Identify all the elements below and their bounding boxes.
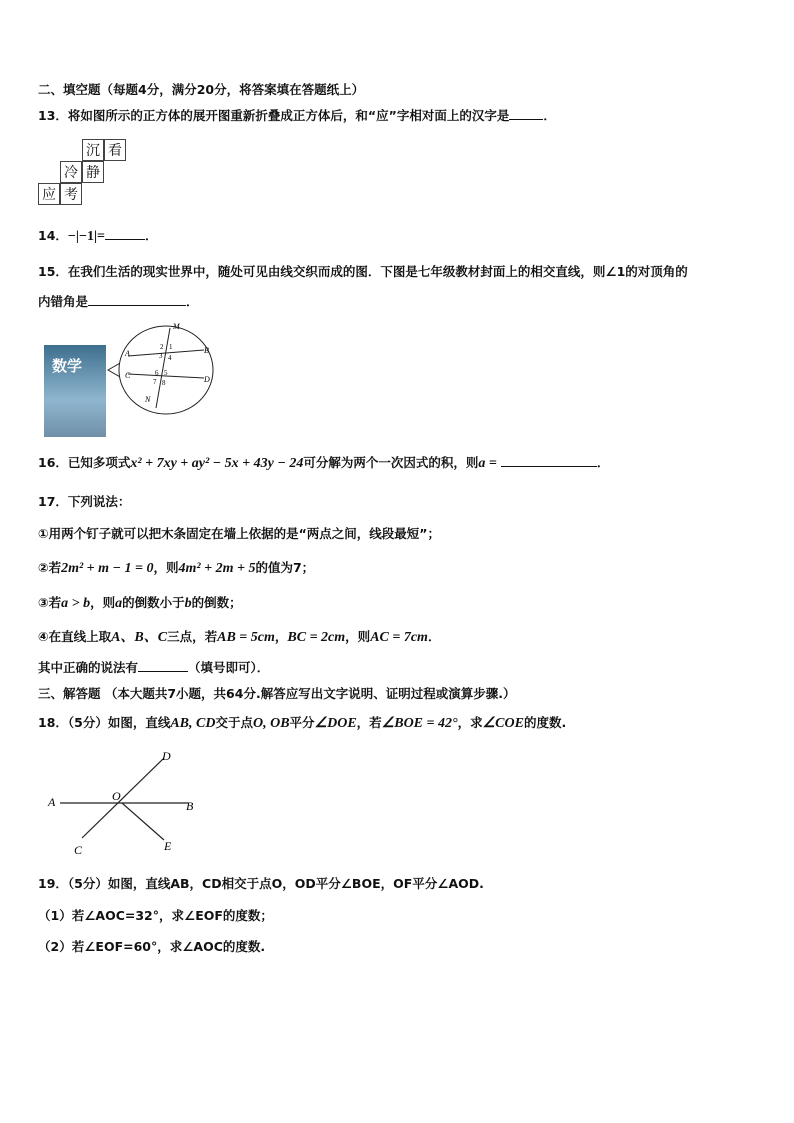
- answer-blank: [509, 108, 543, 120]
- section-3-title: 三、解答题 （本大题共7小题，共64分.解答应写出文字说明、证明过程或演算步骤.）: [38, 686, 516, 701]
- answer-blank: [105, 228, 145, 240]
- statement-3: ③若a > b，则a的倒数小于b的倒数；: [38, 595, 242, 611]
- section-2-title: 二、填空题（每题4分，满分20分，将答案填在答题纸上）: [38, 82, 365, 97]
- question-19-part-1: （1）若∠AOC=32°，求∠EOF的度数；: [38, 908, 273, 923]
- question-15-line1: 15．在我们生活的现实世界中，随处可见由线交织而成的图．下图是七年级教材封面上的相交直线，则∠1的对顶角的: [38, 264, 688, 279]
- svg-text:3: 3: [159, 352, 163, 360]
- svg-text:1: 1: [169, 343, 173, 351]
- question-17-title: 17．下列说法：: [38, 494, 131, 509]
- textbook-cover-image: 数学: [44, 345, 106, 437]
- net-cell: 应: [38, 183, 60, 205]
- label-M: M: [173, 322, 180, 331]
- q18-angle-figure: [40, 746, 210, 858]
- net-cell: 考: [60, 183, 82, 205]
- svg-text:5: 5: [164, 369, 168, 377]
- svg-text:8: 8: [162, 379, 166, 387]
- label-E: E: [164, 839, 172, 853]
- answer-blank: [88, 294, 186, 306]
- svg-text:6: 6: [155, 369, 159, 377]
- question-17-answer: 其中正确的说法有 （填号即可）．: [38, 660, 270, 675]
- label-D: D: [162, 749, 171, 763]
- question-18: 18．（5分）如图，直线AB, CD交于点O, OB平分∠DOE，若∠BOE = 42°，求∠COE的度数.: [38, 715, 567, 731]
- label-A: A: [125, 349, 130, 358]
- intersecting-lines-figure: [100, 318, 220, 422]
- label-A: A: [48, 795, 56, 809]
- label-B: B: [204, 346, 209, 355]
- net-cell: 冷: [60, 161, 82, 183]
- label-N: N: [145, 395, 151, 404]
- net-cell: 看: [104, 139, 126, 161]
- net-cell: 静: [82, 161, 104, 183]
- label-B: B: [186, 799, 194, 813]
- label-C: C: [74, 843, 83, 857]
- svg-text:2: 2: [160, 343, 164, 351]
- answer-blank: [501, 455, 597, 467]
- statement-4: ④在直线上取A、B、C三点，若AB = 5cm，BC = 2cm，则AC = 7cm．: [38, 629, 441, 645]
- net-cell: 沉: [82, 139, 104, 161]
- answer-blank: [138, 660, 188, 672]
- question-16: 16．已知多项式x² + 7xy + ay² − 5x + 43y − 24可分解为两个一次因式的积，则a = ．: [38, 455, 610, 471]
- question-19: 19．（5分）如图，直线AB，CD相交于点O，OD平分∠BOE，OF平分∠AOD.: [38, 876, 484, 891]
- label-D: D: [204, 375, 210, 384]
- question-14: 14．−|−1|= ．: [38, 228, 158, 244]
- statement-2: ②若2m² + m − 1 = 0，则4m² + 2m + 5的值为7；: [38, 560, 315, 576]
- cube-net: [38, 139, 126, 205]
- statement-1: ①用两个钉子就可以把木条固定在墙上依据的是“两点之间，线段最短”；: [38, 526, 441, 541]
- question-19-part-2: （2）若∠EOF=60°，求∠AOC的度数.: [38, 939, 266, 954]
- svg-text:4: 4: [168, 354, 172, 362]
- label-C: C: [125, 371, 131, 380]
- question-13: 13．将如图所示的正方体的展开图重新折叠成正方体后，和“应”字相对面上的汉字是 ．: [38, 108, 556, 123]
- question-15-line2: 内错角是 ．: [38, 294, 199, 309]
- svg-text:7: 7: [153, 378, 157, 386]
- label-O: O: [112, 789, 121, 803]
